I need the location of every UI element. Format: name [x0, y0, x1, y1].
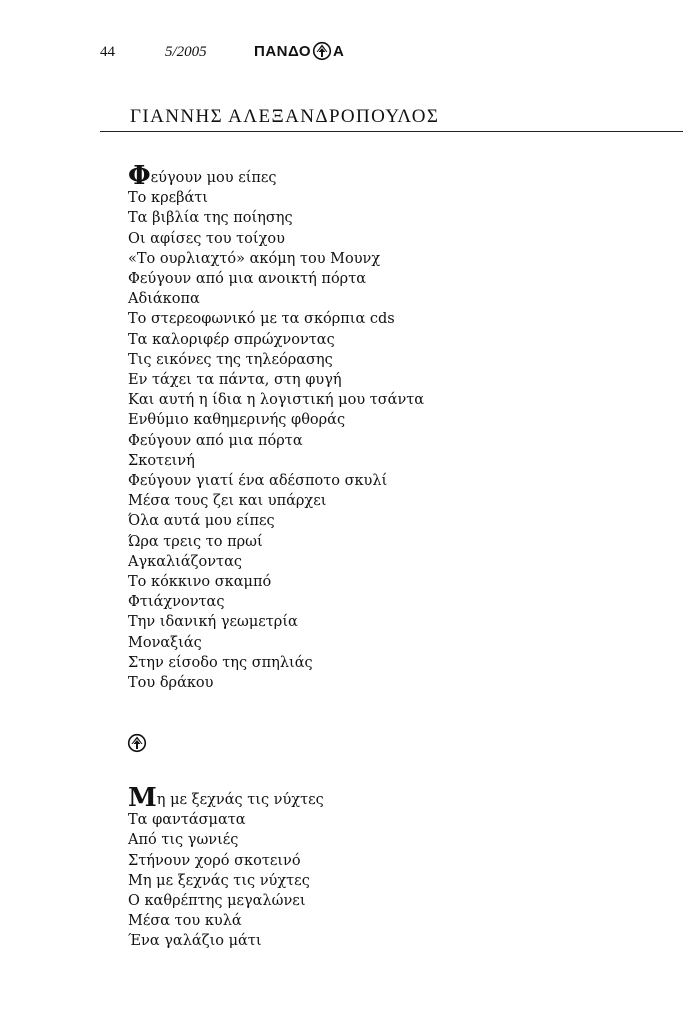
poem-two	[128, 783, 324, 952]
poem-line: Ο καθρέπτης μεγαλώνει	[128, 893, 306, 910]
poem-line: Από τις γωνιές	[128, 832, 239, 849]
poem-line: Και αυτή η ίδια η λογιστική μου τσάντα	[128, 392, 425, 409]
poem-line: Αδιάκοπα	[128, 291, 200, 308]
tree-emblem-icon	[127, 733, 147, 753]
poem-line: Φεύγουν γιατί ένα αδέσποτο σκυλί	[128, 473, 388, 490]
magazine-name-end: Α	[333, 42, 345, 60]
drop-cap: Μ	[128, 783, 157, 813]
poem-line: Ώρα τρεις το πρωί	[128, 533, 263, 550]
poem-line: Όλα αυτά μου είπες	[128, 513, 275, 530]
first-line-rest: η με ξεχνάς τις νύχτες	[156, 792, 324, 808]
poem-line: Το κόκκινο σκαμπό	[128, 574, 272, 591]
poem-line: Στην είσοδο της σπηλιάς	[128, 654, 313, 671]
poem-line: Φεύγουν από μια ανοικτή πόρτα	[128, 271, 367, 288]
page-header	[100, 44, 680, 68]
drop-cap: Φ	[128, 161, 151, 191]
poem-line: Την ιδανική γεωμετρία	[128, 614, 298, 631]
poem-line: Τα βιβλία της ποίησης	[128, 210, 293, 227]
poem-line: «Το ουρλιαχτό» ακόμη του Μουνχ	[128, 250, 381, 267]
poem-line: Εν τάχει τα πάντα, στη φυγή	[128, 372, 342, 389]
poem-line: Οι αφίσες του τοίχου	[128, 230, 285, 247]
tree-emblem-icon	[312, 41, 332, 61]
poem-line: Αγκαλιάζοντας	[128, 553, 242, 570]
issue-date: 5/2005	[165, 44, 207, 60]
poem-line	[128, 161, 424, 191]
poem-line: Μέσα του κυλά	[128, 913, 242, 930]
author-name: ΓΙΑΝΝΗΣ ΑΛΕΞΑΝΔΡΟΠΟΥΛΟΣ	[130, 106, 440, 127]
poem-line: Στήνουν χορό σκοτεινό	[128, 852, 301, 869]
poem-line: Τις εικόνες της τηλεόρασης	[128, 351, 333, 368]
first-line-rest: εύγουν μου είπες	[150, 170, 277, 186]
poem-line: Μοναξιάς	[128, 634, 202, 651]
poem-line: Μέσα τους ζει και υπάρχει	[128, 493, 327, 510]
poem-line: Μη με ξεχνάς τις νύχτες	[128, 872, 310, 889]
poem-line: Του δράκου	[128, 675, 214, 692]
poem-line: Ενθύμιο καθημερινής φθοράς	[128, 412, 346, 429]
poem-line: Ένα γαλάζιο μάτι	[128, 933, 262, 950]
title-rule	[100, 131, 683, 132]
poem-one	[128, 161, 425, 693]
poem-line: Τα καλοριφέρ σπρώχνοντας	[128, 331, 335, 348]
poem-line: Φτιάχνοντας	[128, 594, 225, 611]
poem-line: Τα φαντάσματα	[128, 812, 246, 829]
magazine-logo	[254, 41, 344, 61]
poem-line: Φεύγουν από μια πόρτα	[128, 432, 303, 449]
poem-line: Σκοτεινή	[128, 452, 195, 469]
poem-line: Το κρεβάτι	[128, 190, 208, 207]
magazine-name-start: ΠΑΝΔΟ	[254, 42, 312, 60]
page-number: 44	[100, 44, 115, 60]
poem-line: Το στερεοφωνικό με τα σκόρπια cds	[128, 311, 395, 328]
poem-line	[128, 783, 324, 813]
